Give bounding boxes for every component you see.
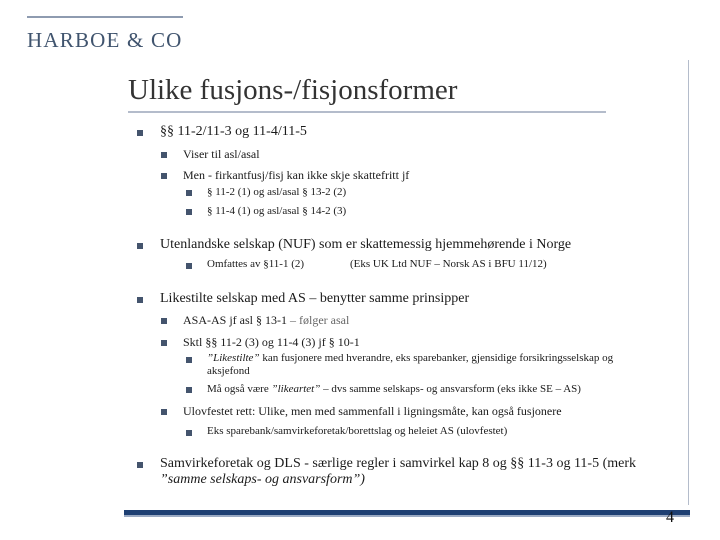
bullet-4-cont: ”samme selskaps- og ansvarsform”)	[160, 472, 365, 487]
bullet-3-2-1-cont: aksjefond	[207, 365, 250, 377]
bullet-1-text: §§ 11-2/11-3 og 11-4/11-5	[160, 124, 307, 139]
company-logo: HARBOE & CO	[27, 28, 183, 52]
bullet-icon	[186, 190, 192, 196]
slide-title: Ulike fusjons-/fisjonsformer	[128, 74, 458, 106]
bullet-icon	[137, 297, 143, 303]
bullet-icon	[161, 152, 167, 158]
right-divider	[688, 60, 689, 505]
bullet-3-2-1-text: ”Likestilte” kan fusjonere med hverandre, eks sparebanker, gjensidige forsikringsselskap og	[207, 352, 614, 364]
bullet-icon	[186, 209, 192, 215]
bullet-3-2-2-text: Må også være ”likeartet” – dvs samme selskaps- og ansvarsform (eks ikke SE – AS)	[207, 383, 581, 395]
bullet-3-3-text: Ulovfestet rett: Ulike, men med sammenfall i ligningsmåte, kan også fusjonere	[183, 404, 562, 418]
bullet-1-2-1-text: § 11-2 (1) og asl/asal § 13-2 (2)	[207, 186, 347, 198]
bullet-icon	[161, 340, 167, 346]
bullet-1-2-2-text: § 11-4 (1) og asl/asal § 14-2 (3)	[207, 205, 347, 217]
page-number: 4	[666, 509, 674, 526]
bullet-icon	[186, 357, 192, 363]
bullet-3-3-1-text: Eks sparebank/samvirkeforetak/borettslag og heleiet AS (ulovfestet)	[207, 425, 508, 437]
bullet-icon	[161, 409, 167, 415]
bullet-icon	[137, 130, 143, 136]
bullet-icon	[186, 387, 192, 393]
bullet-icon	[137, 243, 143, 249]
bullet-2-1-example: (Eks UK Ltd NUF – Norsk AS i BFU 11/12)	[350, 258, 547, 270]
bullet-3-2-text: Sktl §§ 11-2 (3) og 11-4 (3) jf § 10-1	[183, 335, 360, 349]
bullet-1-2-text: Men - firkantfusj/fisj kan ikke skje skattefritt jf	[183, 168, 410, 182]
bullet-icon	[186, 263, 192, 269]
bullet-icon	[137, 462, 143, 468]
bullet-icon	[161, 173, 167, 179]
bullet-icon	[161, 318, 167, 324]
header-rule	[27, 16, 183, 18]
bullet-3-text: Likestilte selskap med AS – benytter samme prinsipper	[160, 291, 470, 306]
bullet-2-text: Utenlandske selskap (NUF) som er skattemessig hjemmehørende i Norge	[160, 237, 572, 252]
bullet-1-1-text: Viser til asl/asal	[183, 147, 260, 161]
bullet-3-1-text: ASA-AS jf asl § 13-1 – følger asal	[183, 313, 350, 327]
bullet-4-text: Samvirkeforetak og DLS - særlige regler i samvirkel kap 8 og §§ 11-3 og 11-5 (merk	[160, 456, 637, 471]
footer-bar-accent	[124, 515, 690, 517]
title-underline	[128, 111, 606, 113]
bullet-icon	[186, 430, 192, 436]
bullet-2-1-text: Omfattes av §11-1 (2)	[207, 258, 305, 270]
